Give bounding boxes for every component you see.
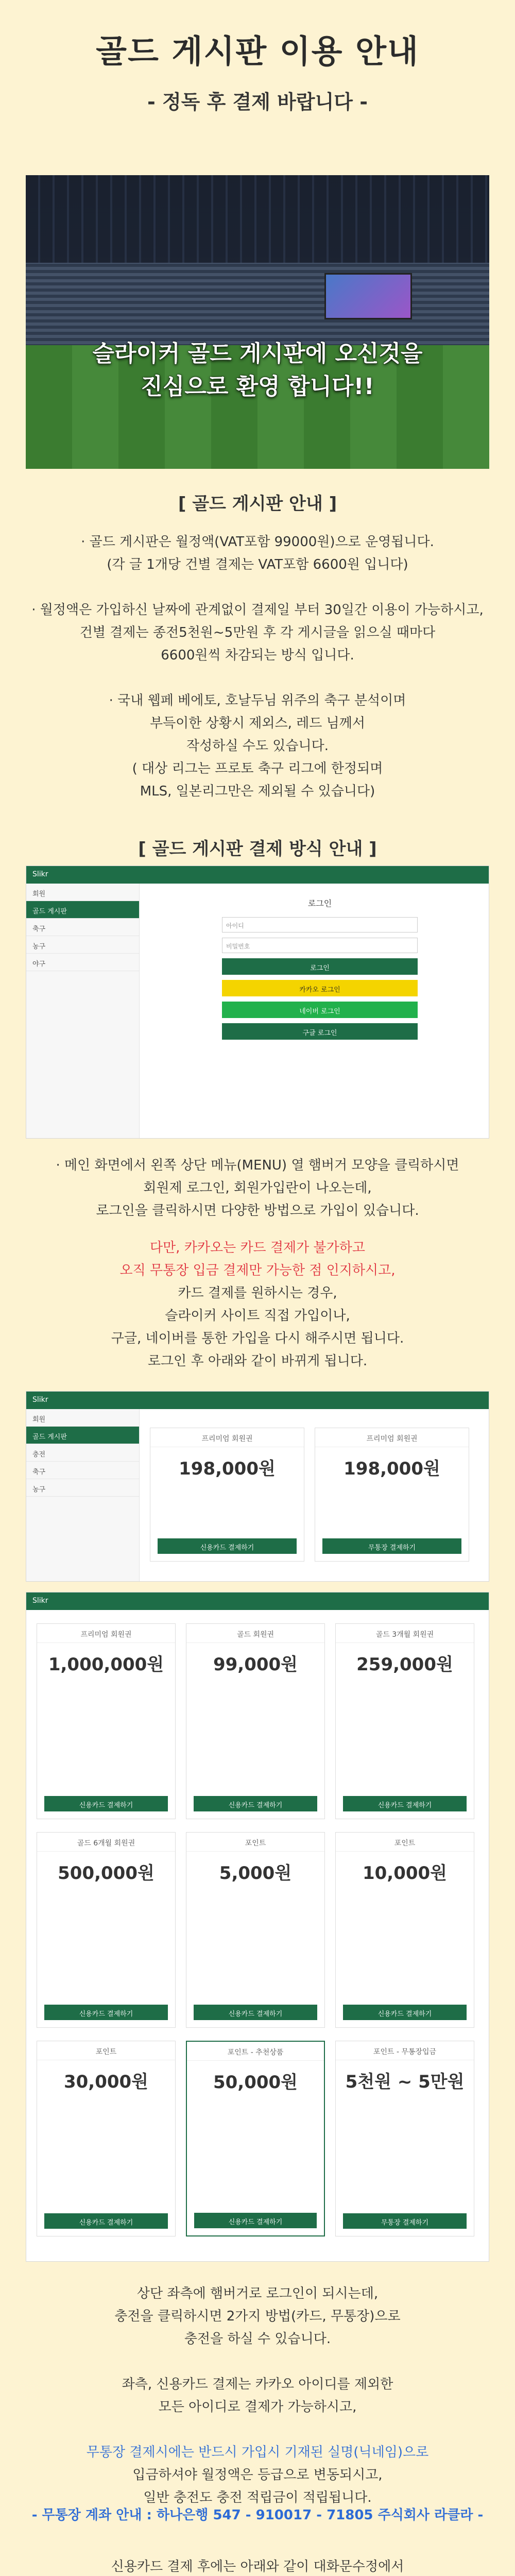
plan-pay-button[interactable]: 신용카드 결제하기 [44, 2213, 168, 2229]
sidebar-menu-item[interactable]: 회원 [26, 884, 139, 901]
plan-card-price: 259,000원 [356, 1654, 453, 1675]
text-line: 충전을 클릭하시면 2가지 방법(카드, 무통장)으로 [114, 2309, 401, 2324]
plan-card [37, 2041, 176, 2236]
plan-pay-button[interactable]: 신용카드 결제하기 [44, 1796, 168, 1811]
plan-pay-button[interactable]: 신용카드 결제하기 [194, 1796, 317, 1811]
hero-caption-line: 진심으로 환영 합니다!! [141, 374, 374, 400]
plan-card-price: 30,000원 [63, 2072, 149, 2092]
screenshot-sidebar [26, 884, 140, 1138]
text-line: 다만, 카카오는 카드 결제가 불가하고 [149, 1240, 366, 1256]
plan-pay-button[interactable]: 신용카드 결제하기 [343, 1796, 467, 1811]
plan-card [37, 1832, 176, 2028]
text-line: · 메인 화면에서 왼쪽 상단 메뉴(MENU) 열 햄버거 모양을 클릭하시면 [56, 1158, 459, 1173]
plan-card-price: 198,000원 [344, 1459, 440, 1479]
screenshot-topbar: Slikr [26, 1592, 489, 1610]
plan-card-name: 포인트 [37, 2041, 175, 2060]
screenshot-sidebar [26, 1409, 140, 1581]
plan-card-name: 포인트 [186, 1833, 324, 1852]
plan-card-price: 500,000원 [58, 1863, 154, 1884]
text-line: 작성하실 수도 있습니다. [186, 738, 329, 754]
plan-card-price: 5,000원 [219, 1863, 292, 1884]
sidebar-menu-item[interactable]: 충전 [26, 1444, 139, 1462]
screenshot-topbar: Slikr [26, 866, 489, 884]
text-line: 로그인 후 아래와 같이 바뀌게 됩니다. [147, 1353, 368, 1369]
text-line: · 골드 게시판은 월정액(VAT포함 99000원)으로 운영됩니다. [81, 534, 434, 550]
stadium-screen [324, 273, 412, 319]
text-line [21, 2350, 494, 2373]
sidebar-menu-item[interactable]: 축구 [26, 1462, 139, 1479]
page-title: 골드 게시판 이용 안내 [96, 32, 419, 70]
plan-card-price: 5천원 ~ 5만원 [345, 2072, 465, 2092]
text-line: 로그인을 클릭하시면 다양한 방법으로 가입이 있습니다. [96, 1203, 419, 1218]
card-pay-button[interactable]: 신용카드 결제하기 [158, 1538, 297, 1554]
plan-card [335, 2041, 474, 2236]
plan-card-price: 99,000원 [213, 1654, 298, 1675]
plan-card [186, 2041, 325, 2236]
text-line: 신용카드 결제 후에는 아래와 같이 대화문수정에서 [111, 2559, 404, 2574]
plan-pay-button[interactable]: 신용카드 결제하기 [44, 2005, 168, 2020]
text-line: 6600원씩 차감되는 방식 입니다. [161, 648, 354, 663]
text-line [21, 576, 494, 599]
text-line [21, 2418, 494, 2441]
plan-card-name: 프리미엄 회원권 [150, 1428, 304, 1447]
sidebar-menu-item[interactable]: 축구 [26, 919, 139, 936]
text-line: 모든 아이디로 결제가 가능하시고, [158, 2399, 357, 2415]
bank-account-info [21, 2504, 494, 2527]
sidebar-menu-item[interactable]: 야구 [26, 954, 139, 971]
plan-card-name: 포인트 - 추천상품 [187, 2042, 324, 2061]
plan-card-name: 골드 회원권 [186, 1624, 324, 1643]
plan-card [186, 1832, 325, 2028]
guide-text [21, 531, 494, 803]
text-line: 오직 무통장 입금 결제만 가능한 점 인지하시고, [119, 1263, 396, 1278]
text-line: 입금하셔야 월정액은 등급으로 변동되시고, [132, 2467, 383, 2483]
text-line: · 월정액은 가입하신 날짜에 관계없이 결제일 부터 30일간 이용이 가능하시고, [31, 602, 484, 618]
payment-text-a [21, 1154, 494, 1222]
plan-card [335, 1832, 474, 2028]
login-title: 로그인 [307, 899, 332, 908]
naver-login-button[interactable]: 네이버 로그인 [222, 1002, 418, 1018]
plan-card-price: 1,000,000원 [48, 1654, 164, 1675]
text-line: MLS, 일본리그만은 제외될 수 있습니다) [140, 784, 375, 799]
text-line: 부득이한 상황시 제외스, 레드 님께서 [149, 716, 366, 731]
kakao-login-button[interactable]: 카카오 로그인 [222, 980, 418, 996]
payment-text-d [21, 2555, 494, 2576]
text-line: 건별 결제는 종전5천원~5만원 후 각 게시글을 읽으실 때마다 [79, 625, 436, 640]
text-line: 회원제 로그인, 회원가입란이 나오는데, [143, 1180, 372, 1196]
plan-card [186, 1623, 325, 1819]
section-title-payment: [ 골드 게시판 결제 방식 안내 ] [138, 839, 377, 859]
plan-pay-button[interactable]: 신용카드 결제하기 [194, 2213, 317, 2228]
stadium-roof [26, 175, 489, 263]
text-line [21, 667, 494, 689]
plan-card-name: 포인트 [336, 1833, 474, 1852]
plan-card [150, 1428, 304, 1562]
login-password-field[interactable]: 비밀번호 [222, 938, 418, 953]
text-line: 좌측, 신용카드 결제는 카카오 아이디를 제외한 [122, 2377, 393, 2392]
sidebar-menu-item[interactable]: 농구 [26, 1479, 139, 1497]
screenshot-charge [26, 1391, 489, 1582]
screenshot-topbar: Slikr [26, 1392, 489, 1409]
text-line: · 국내 웹페 베에토, 호날두님 위주의 축구 분석이며 [109, 693, 406, 708]
plan-card [37, 1623, 176, 1819]
plan-pay-button[interactable]: 무통장 결제하기 [343, 2213, 467, 2229]
payment-text-b [21, 1236, 494, 1372]
screenshot-login [26, 866, 489, 1139]
text-line: 상단 좌측에 햄버거로 로그인이 되시는데, [136, 2286, 379, 2301]
bank-pay-button[interactable]: 무통장 결제하기 [322, 1538, 461, 1554]
hero-caption-line: 슬라이커 골드 게시판에 오신것을 [92, 341, 423, 367]
plan-card [335, 1623, 474, 1819]
text-line: ( 대상 리그는 프로토 축구 리그에 한정되며 [132, 761, 383, 776]
text-line: 카드 결제를 원하시는 경우, [178, 1285, 337, 1301]
plan-card-price: 198,000원 [179, 1459, 276, 1479]
plan-card-price: 50,000원 [213, 2072, 298, 2093]
section-title-guide: [ 골드 게시판 안내 ] [178, 494, 337, 514]
text-line: 충전을 하실 수 있습니다. [184, 2331, 331, 2347]
page-header [0, 0, 515, 134]
hero-caption [26, 337, 489, 403]
plan-card-name: 프리미엄 회원권 [37, 1624, 175, 1643]
plan-pay-button[interactable]: 신용카드 결제하기 [194, 2005, 317, 2020]
plan-card-name: 프리미엄 회원권 [315, 1428, 469, 1447]
login-form [222, 897, 418, 1045]
plan-card-name: 골드 6개월 회원권 [37, 1833, 175, 1852]
plan-card-name: 골드 3개월 회원권 [336, 1624, 474, 1643]
plan-card-price: 10,000원 [362, 1863, 448, 1884]
google-login-button[interactable]: 구글 로그인 [222, 1023, 418, 1040]
text-line: 무통장 결제시에는 반드시 가입시 기재된 실명(닉네임)으로 [86, 2445, 429, 2460]
page-subtitle: - 정독 후 결제 바랍니다 - [147, 91, 368, 113]
plan-pay-button[interactable]: 신용카드 결제하기 [343, 2005, 467, 2020]
payment-text-c [21, 2282, 494, 2509]
login-button[interactable]: 로그인 [222, 958, 418, 975]
stadium-photo [26, 175, 489, 469]
sidebar-menu-item[interactable]: 회원 [26, 1409, 139, 1427]
text-line: (각 글 1개당 건별 결제는 VAT포함 6600원 입니다) [107, 557, 408, 572]
text-line: 구글, 네이버를 통한 가입을 다시 해주시면 됩니다. [111, 1331, 404, 1346]
sidebar-menu-item[interactable]: 골드 게시판 [26, 901, 139, 919]
sidebar-menu-item[interactable]: 골드 게시판 [26, 1427, 139, 1444]
screenshot-plans [26, 1592, 489, 2262]
sidebar-menu-item[interactable]: 농구 [26, 936, 139, 954]
login-id-field[interactable]: 아이디 [222, 917, 418, 933]
plan-card-name: 포인트 - 무통장입금 [336, 2041, 474, 2060]
plan-card [315, 1428, 469, 1562]
bank-account-text: - 무통장 계좌 안내 : 하나은행 547 - 910017 - 71805 주식회사 라클라 - [31, 2507, 484, 2523]
text-line: 일반 충전도 충전 적립금이 적립됩니다. [143, 2490, 372, 2505]
text-line: 슬라이커 사이트 직접 가입이나, [165, 1308, 350, 1324]
